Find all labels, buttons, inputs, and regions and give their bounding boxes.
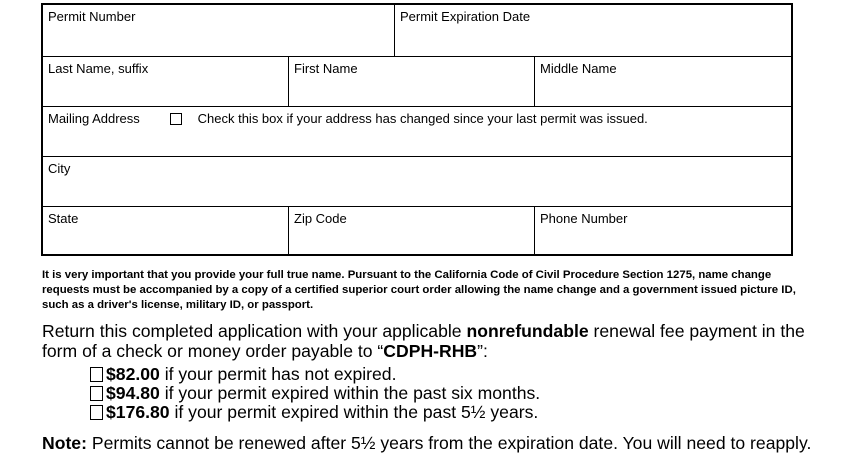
fee-description: if your permit expired within the past 5½ years. xyxy=(169,402,539,422)
middle-name-field[interactable] xyxy=(535,57,791,106)
fee-option[interactable] xyxy=(90,365,540,384)
city-label: City xyxy=(48,161,71,176)
fee-checkbox[interactable] xyxy=(90,367,103,382)
phone-number-label: Phone Number xyxy=(540,211,628,226)
form-row-city xyxy=(43,157,791,207)
mailing-address-field[interactable] xyxy=(43,107,791,156)
payee-name: CDPH-RHB xyxy=(383,341,478,361)
state-field[interactable] xyxy=(43,207,289,256)
note-label: Note: xyxy=(42,433,87,453)
address-changed-group xyxy=(170,111,648,126)
fee-description: if your permit expired within the past six months. xyxy=(159,383,541,403)
address-changed-label: Check this box if your address has changed since your last permit was issued. xyxy=(197,111,648,126)
phone-number-field[interactable] xyxy=(535,207,791,256)
last-name-label: Last Name, suffix xyxy=(48,61,149,76)
fee-checkbox[interactable] xyxy=(90,405,103,420)
fee-amount: $176.80 xyxy=(106,402,170,422)
city-field[interactable] xyxy=(43,157,791,206)
full-name-notice: It is very important that you provide your full true name. Pursuant to the California Code of Civil Procedure Section 1275, name change requests must be accompanied by a copy of a certified superior court order allowing the name change and a government issued picture ID, such as a driver's license, military ID, or passport. xyxy=(42,269,796,311)
permit-number-label: Permit Number xyxy=(48,9,136,24)
last-name-field[interactable] xyxy=(43,57,289,106)
state-label: State xyxy=(48,211,79,226)
fee-amount: $94.80 xyxy=(106,383,160,403)
permit-expiration-date-field[interactable] xyxy=(395,5,791,56)
middle-name-label: Middle Name xyxy=(540,61,617,76)
mailing-address-label: Mailing Address xyxy=(48,111,140,126)
first-name-label: First Name xyxy=(294,61,358,76)
permit-number-field[interactable] xyxy=(43,5,395,56)
return-instructions xyxy=(42,321,832,361)
note-text: Permits cannot be renewed after 5½ years from the expiration date. You will need to reapply. xyxy=(86,433,812,453)
form-row-state-zip-phone xyxy=(43,207,791,256)
fee-amount: $82.00 xyxy=(106,364,160,384)
first-name-field[interactable] xyxy=(289,57,535,106)
fee-option[interactable] xyxy=(90,384,540,403)
form-row-permit xyxy=(43,5,791,57)
reapply-note xyxy=(42,433,811,454)
form-row-name xyxy=(43,57,791,107)
fee-description: if your permit has not expired. xyxy=(159,364,397,384)
fee-checkbox[interactable] xyxy=(90,386,103,401)
permit-renewal-form xyxy=(41,3,793,256)
fee-options xyxy=(90,365,540,422)
zip-code-label: Zip Code xyxy=(294,211,347,226)
return-text-part3: ”: xyxy=(477,341,488,361)
return-text-part1: Return this completed application with your applicable xyxy=(42,321,467,341)
nonrefundable-text: nonrefundable xyxy=(466,321,589,341)
address-changed-checkbox[interactable] xyxy=(170,113,182,125)
return-text-part2: renewal fee payment in the form of a check or money order payable to “ xyxy=(42,321,805,361)
form-row-mailing-address xyxy=(43,107,791,157)
zip-code-field[interactable] xyxy=(289,207,535,256)
permit-expiration-date-label: Permit Expiration Date xyxy=(400,9,531,24)
fee-option[interactable] xyxy=(90,403,540,422)
